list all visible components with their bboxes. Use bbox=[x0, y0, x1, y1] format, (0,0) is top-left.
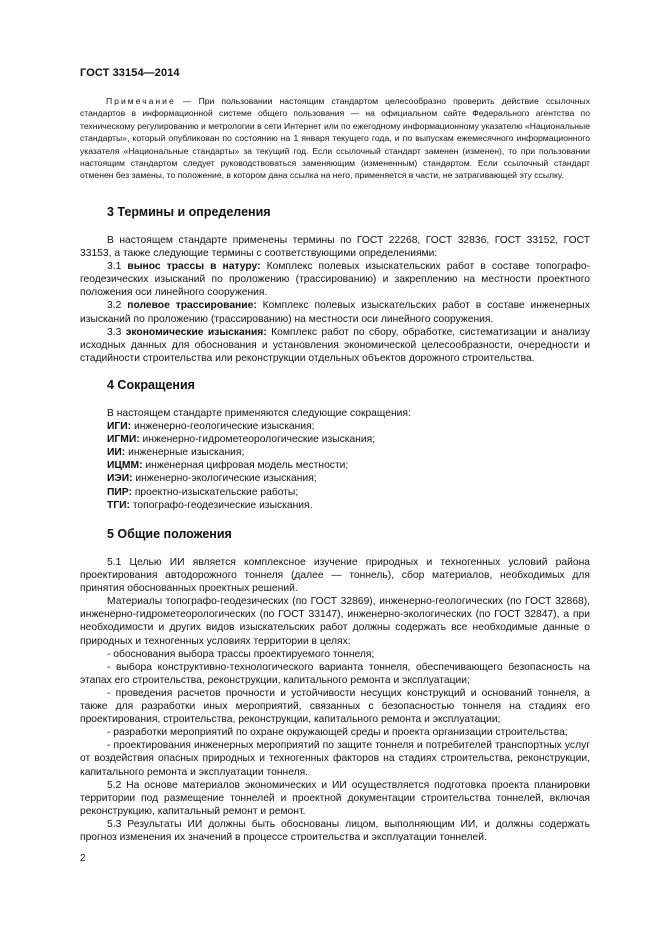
section-4-intro: В настоящем стандарте применяются следующие сокращения: bbox=[107, 408, 411, 419]
abbr-item: ИЭИ: инженерно-экологические изыскания; bbox=[107, 473, 317, 485]
abbr-item: ТГИ: топографо-геодезические изыскания. bbox=[107, 499, 313, 511]
list-item: - проведения расчетов прочности и устойчивости несущих конструкций и оснований тоннеля, а также для разработки иных мероприятий, связанных с безопасностью тоннеля на стадиях его проектирования, строительства, реконструкции, капитального ремонта и эксплуатации; bbox=[80, 687, 590, 726]
paragraph-5-3: 5.3 Результаты ИИ должны быть обоснованы лицом, выполняющим ИИ, и должны содержать прогноз изменения их значений в процессе строительства и эксплуатации тоннелей. bbox=[80, 818, 590, 843]
term-3-2-name: полевое трассирование: bbox=[127, 300, 257, 312]
paragraph-5-2: 5.2 На основе материалов экономических и ИИ осуществляется подготовка проекта планировки территории под размещение тоннелей и проектной документации строительства тоннелей, включая реконструкцию, капитальный ремонт и ремонт. bbox=[80, 779, 590, 817]
paragraph-materials: Материалы топографо-геодезических (по ГОСТ 32869), инженерно-геологических (по ГОСТ 32868), инженерно-гидрометеорологических (по ГОСТ 33147), инженерно-экологических (по ГОСТ 32847), а при необходимости и других видов изыскательских работ должны содержать все необходимые данные о природных и техногенных условиях территории в целях: bbox=[80, 596, 590, 647]
section-5-body bbox=[80, 556, 590, 844]
list-item: - разработки мероприятий по охране окружающей среды и проекта организации строительства; bbox=[107, 727, 568, 739]
list-item: - выбора конструктивно-технологического варианта тоннеля, обеспечивающего безопасность на этапах его строительства, реконструкции, капитального ремонта и эксплуатации; bbox=[80, 661, 590, 686]
term-3-2: 3.2 полевое трассирование: Комплекс полевых изыскательских работ в составе инженерных изысканий по проложению (трассированию) на местности оси линейного сооружения. bbox=[80, 300, 590, 325]
list-item: - обоснования выбора трассы проектируемого тоннеля; bbox=[107, 648, 375, 660]
abbr-item: ИИ: инженерные изыскания; bbox=[107, 447, 245, 459]
section-4-title: 4 Сокращения bbox=[107, 378, 195, 392]
abbr-item: ИГИ: инженерно-геологические изыскания; bbox=[107, 421, 315, 433]
abbr-item: ИГМИ: инженерно-гидрометеорологические изыскания; bbox=[107, 434, 376, 446]
note-text: — При пользовании настоящим стандартом целесообразно проверить действие ссылочных стандартов в информационной системе общего пользования — на официальном сайте Федерального агентства по техническому регулированию и метрологии в сети Интернет или по ежегодному информационному указателю «Национальные стандарты», который опубликован по состоянию на 1 января текущего года, и по выпускам ежемесячного информационного указателя «Национальные стандарты» за текущий год. Если ссылочный стандарт заменен (изменен), то при пользовании настоящим стандартом следует руководствоваться заменяющим (измененным) стандартом. Если ссылочный стандарт отменен без замены, то положение, в котором дана ссылка на него, применяется в части, не затрагивающей эту ссылку. bbox=[80, 96, 590, 181]
term-3-1: 3.1 вынос трассы в натуру: Комплекс полевых изыскательских работ в составе топографо-геодезических изысканий по проложению (трассированию) и закреплению на местности проектного положения оси линейного сооружения. bbox=[80, 261, 590, 299]
term-3-3: 3.3 экономические изыскания: Комплекс работ по сбору, обработке, систематизации и анализу исходных данных для обоснования и установления экономической целесообразности, очередности и стадийности строительства или реконструкции отдельных объектов дорожного строительства. bbox=[80, 326, 590, 364]
abbr-item: ИЦММ: инженерная цифровая модель местности; bbox=[107, 460, 349, 472]
paragraph-5-1: 5.1 Целью ИИ является комплексное изучение природных и техногенных условий района проектирования автодорожного тоннеля (далее — тоннель), сбор материалов, необходимых для принятия обоснованных проектных решений. bbox=[80, 557, 590, 595]
section-3-body bbox=[80, 234, 590, 365]
section-3-intro: В настоящем стандарте применены термины по ГОСТ 22268, ГОСТ 32836, ГОСТ 33152, ГОСТ 33153, а также следующие термины с соответствующими определениями: bbox=[80, 235, 590, 260]
section-5-title: 5 Общие положения bbox=[107, 527, 232, 541]
section-3-title: 3 Термины и определения bbox=[107, 205, 271, 219]
term-3-1-name: вынос трассы в натуру: bbox=[127, 261, 261, 273]
list-item: - проектирования инженерных мероприятий по защите тоннеля и потребителей транспортных услуг от воздействия опасных природных и техногенных факторов на стадиях строительства, реконструкции, капитального ремонта и эксплуатации тоннеля. bbox=[80, 740, 590, 778]
note-label: Примечание bbox=[106, 96, 176, 106]
page-number: 2 bbox=[80, 853, 86, 864]
section-4-body bbox=[80, 407, 590, 512]
abbr-item: ПИР: проектно-изыскательские работы; bbox=[107, 486, 299, 498]
document-header: ГОСТ 33154—2014 bbox=[80, 67, 180, 79]
reference-note bbox=[80, 95, 590, 182]
term-3-3-name: экономические изыскания: bbox=[125, 326, 267, 338]
